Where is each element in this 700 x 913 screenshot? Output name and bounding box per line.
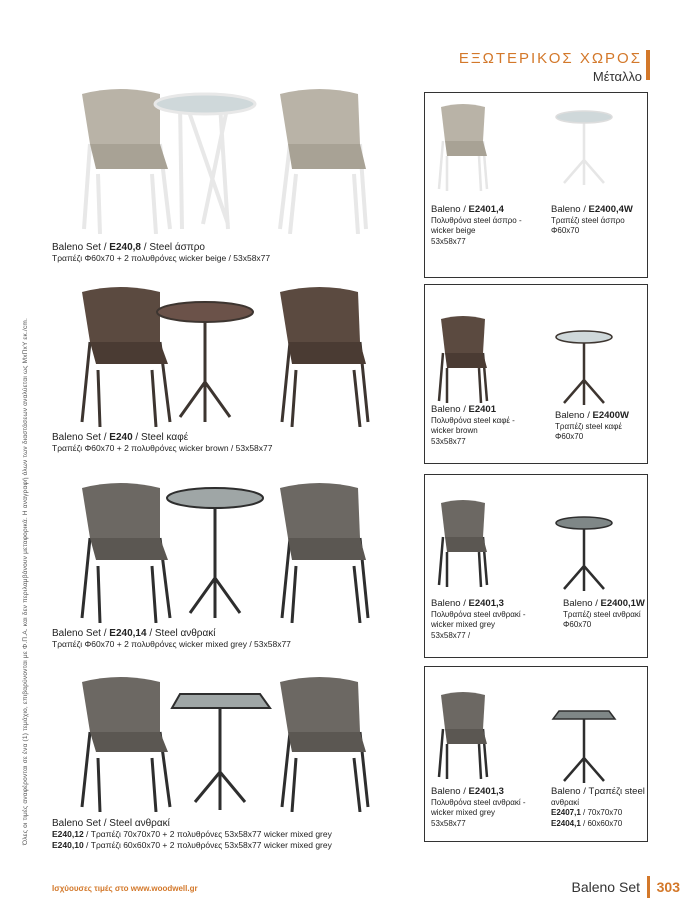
table-caption-4: Baleno / Τραπέζι steel ανθρακί E2407,1 / 70x70x70 E2404,1 / 60x60x70: [551, 786, 645, 828]
chair-caption-4: Baleno / E2401,3 Πολυθρόνα steel ανθρακί - wicker mixed grey 53x58x77: [431, 786, 526, 828]
chair-caption-1: Baleno / E2401,4 Πολυθρόνα steel άσπρο - wicker beige 53x58x77: [431, 204, 522, 246]
set-image-brown: [60, 282, 390, 427]
table-image-brown: [549, 325, 619, 405]
footer-section-title: Baleno Set: [571, 879, 640, 895]
subcategory-title: Μέταλλο: [592, 69, 642, 84]
set-caption-2: Baleno Set / E240 / Steel καφέ Τραπέζι Φ60x70 + 2 πολυθρόνες wicker brown / 53x58x77: [52, 432, 273, 453]
set-description: Τραπέζι Φ60x70 + 2 πολυθρόνες wicker beige / 53x58x77: [52, 253, 271, 263]
footer-website-note: Ισχύουσες τιμές στο www.woodwell.gr: [52, 884, 198, 893]
table-image-anthracite: [549, 511, 619, 591]
set-caption-3: Baleno Set / E240,14 / Steel ανθρακί Τραπέζι Φ60x70 + 2 πολυθρόνες wicker mixed grey / 53x58x77: [52, 628, 291, 649]
table-caption-2: Baleno / E2400W Τραπέζι steel καφέ Φ60x70: [555, 410, 629, 441]
table-image-white: [549, 105, 619, 185]
table-caption-3: Baleno / E2400,1W Τραπέζι steel ανθρακί Φ60x70: [563, 598, 645, 629]
set-image-white: [60, 84, 390, 234]
set-color: / Steel άσπρο: [140, 242, 205, 253]
table-image-square: [549, 703, 619, 783]
set-caption-4: Baleno Set / Steel ανθρακί E240,12 / Τραπέζι 70x70x70 + 2 πολυθρόνες 53x58x77 wicker mixed grey E240,10 / Τραπέζι 60x60x70 + 2 πολυθρόνες 53x58x77 wicker mixed grey: [52, 818, 332, 850]
side-note: Όλες οι τιμές αναφέρονται σε ένα (1) τεμάχιο, επιβαρύνονται με Φ.Π.Α. και δεν περιλαμβάνουν μεταφορικά. Η αναγραφή όλων των διαστάσεων αναλύεται ως ΜxΠxΥ εκ./cm.: [22, 317, 29, 845]
page-accent-bar: [647, 876, 650, 898]
product-box-3: [424, 474, 648, 658]
chair-image-anthracite-2: [433, 689, 493, 779]
page-number: 303: [656, 879, 680, 895]
chair-image-white: [433, 101, 493, 191]
category-title: ΕΞΩΤΕΡΙΚΟΣ ΧΩΡΟΣ: [458, 50, 642, 67]
table-caption-1: Baleno / E2400,4W Τραπέζι steel άσπρο Φ60x70: [551, 204, 633, 235]
header-accent-bar: [646, 50, 650, 80]
section-header: [459, 50, 642, 84]
set-image-anthracite-square: [60, 672, 390, 812]
set-name: Baleno Set: [52, 242, 101, 253]
set-caption-1: Baleno Set / E240,8 / Steel άσπρο Τραπέζι Φ60x70 + 2 πολυθρόνες wicker beige / 53x58x77: [52, 242, 271, 263]
chair-caption-3: Baleno / E2401,3 Πολυθρόνα steel ανθρακί - wicker mixed grey 53x58x77 /: [431, 598, 526, 640]
chair-image-brown: [433, 313, 493, 403]
chair-image-anthracite: [433, 497, 493, 587]
set-image-anthracite-round: [60, 478, 390, 623]
chair-caption-2: Baleno / E2401 Πολυθρόνα steel καφέ - wicker brown 53x58x77: [431, 404, 515, 446]
product-box-4: [424, 666, 648, 842]
product-box-2: [424, 284, 648, 464]
set-code: E240,8: [109, 242, 141, 253]
product-box-1: [424, 92, 648, 278]
